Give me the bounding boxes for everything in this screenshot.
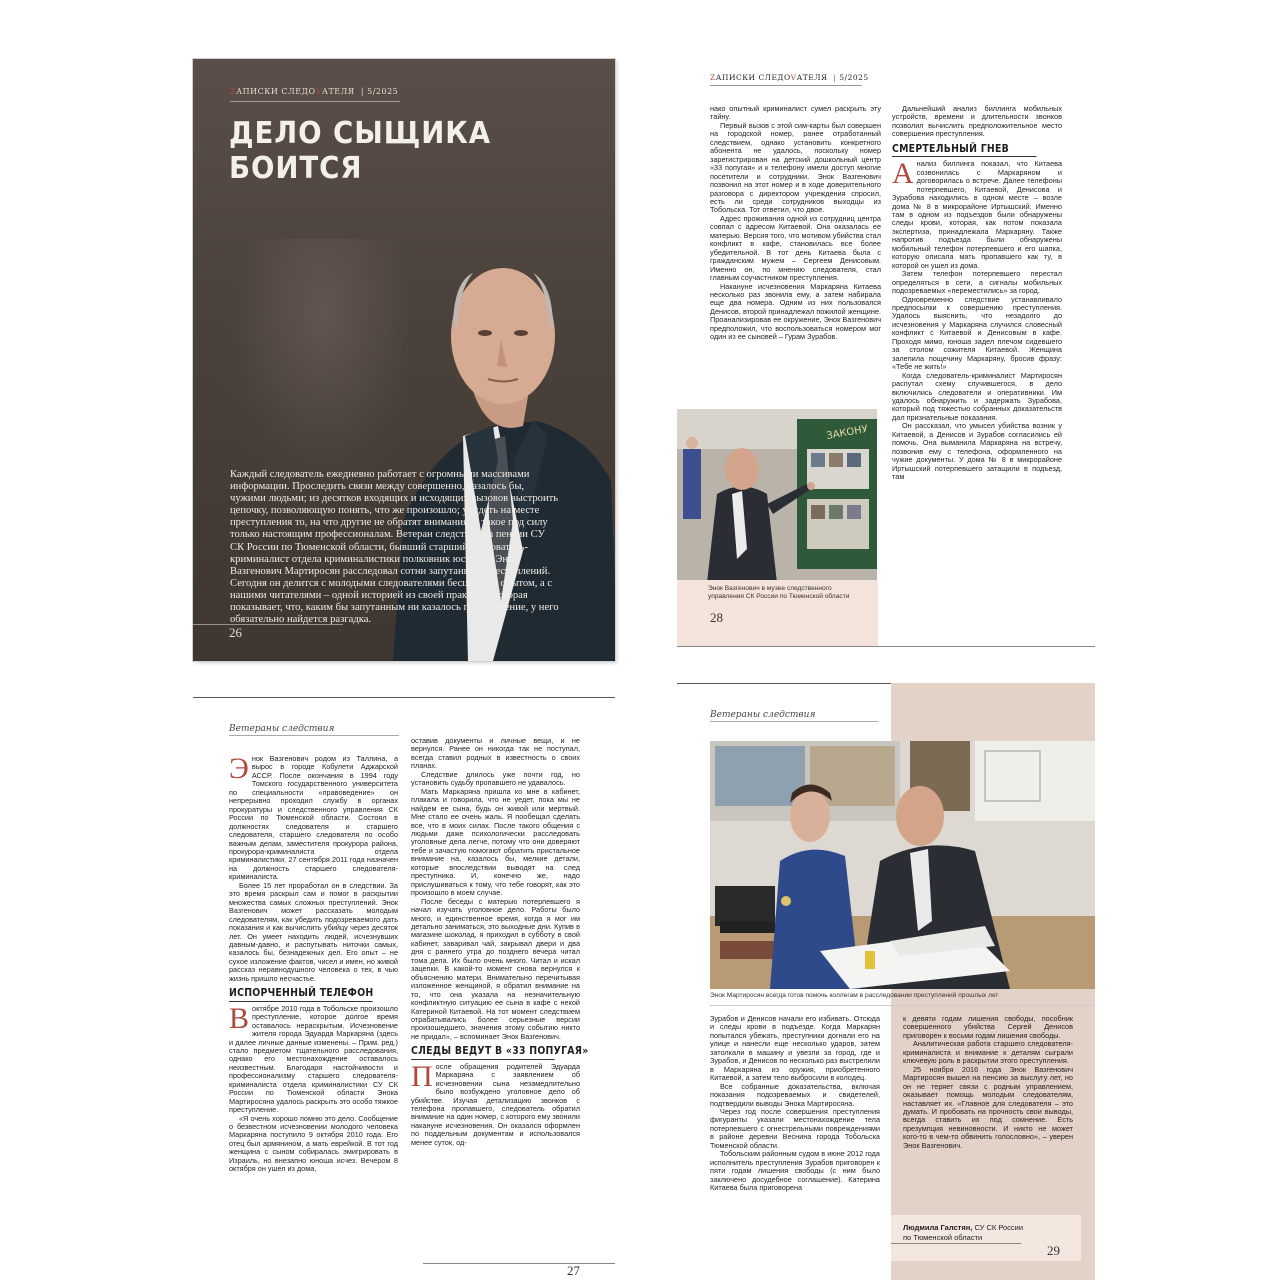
page-number-rule (891, 1243, 1021, 1244)
text-column-2: Дальнейший анализ биллинга мобильных устройств, времени и длительности звонков позволил вычислить предположительное место совершения преступления. СМЕРТЕЛЬНЫЙ ГНЕВ Анализ биллинга показал, что Китаева созвонилась с Маркаряном и договорилась о встрече. Далее телефоны потерпевшего, Китаевой, Денисова и Зурабова находились в одном месте – возле дома № 8 в микрорайоне Иртышский. Именно там в одном из подъездов были обнаружены следы крови, которая, как потом показала экспертиза, принадлежала Маркаряну. Также напротив подъезда были обнаружены мобильный телефон потерпевшего и его шапка, которую описала мать пропавшего как ту, в которой он ушел из дома. Затем телефон потерпевшего перестал определяться в сети, а сигналы мобильных подозреваемых «переместились» за город. Одновременно следствие устанавливало предпосылки к совершению преступления. Удалось выяснить, что незадолго до исчезновения у Маркаряна случился словесный конфликт с Китаевой и Денисовым в кафе. Проходя мимо, юноша задел плечом сидевшего за столом сожителя Китаевой. Женщина залепила пощечину Маркаряну, бросив фразу: «Тебе не жить!» Когда следователь-криминалист Мартиросян распутал схему случившегося, в дело включились следователи и оперативники. Им удалось обнаружить и задержать Зурабова, который под тяжестью собранных доказательств дал признательные показания. Он рассказал, что умысел убийства возник у Китаевой, а Денисов и Зурабов согласились ей помочь. Она выманила Маркаряна на встречу, позвонив ему с телефона, оформленного на чужие документы. У дома № 8 в микрорайоне Иртышский потерпевшего затащили в подъезд, там (892, 104, 1062, 482)
text-column-2: оставив документы и личные вещи, и не вернулся. Ранее он никогда так не поступал, всегда ставил родных в известность о своих планах. Следствие длилось уже почти год, но установить судьбу пропавшего не удавалось. Мать Маркаряна пришла ко мне в кабинет, плакала и говорила, что не уедет, пока мы не найдем ее сына, будь он живой или мертвый. Мне стало ее очень жаль. Я пообещал сделать все, что в моих силах. После такого общения с людьми даже психологически расследовать уголовные дела легче, потому что они доверяют тебе и зачастую помогают обратить пристальное внимание на, казалось бы, мелкие детали, которые впоследствии выводят на след преступника. И, конечно же, надо прислушиваться к тому, что тебе говорят, как это произошло в моем случае. После беседы с матерью потерпевшего я начал изучать уголовное дело. Работы было много, и единственное время, когда я мог им детально заниматься, это выходные дни. Купив в магазине шоколад, я приходил в субботу в свой кабинет, заваривал чай, закрывал двери и два дня с раннего утра до позднего вечера читал тома дела. Их было очень много. Читал и искал зацепки. В какой-то момент снова вернулся к объяснению матери. Внимательно перечитывая изложенное женщиной, я обратил внимание на то, что она указала на незначительную конфликтную ситуацию ее сына в кафе с некой Катериной Китаевой. На тот момент следствием отрабатывались более серьезные версии произошедшего, значения этому событию никто не придал», – вспоминает Энок Вазгенович. СЛЕДЫ ВЕДУТ В «33 ПОПУГАЯ» После обращения родителей Эдуарда Маркаряна с заявлением об исчезновении сына незамедлительно было возбуждено уголовное дело об убийстве. Изучая детализацию звонков с телефона пропавшего, следователь обратил внимание на один номер, с которого ему звонили накануне исчезновения. Он оказался оформлен по поддельным документам и использовался менее суток, од- (411, 736, 589, 1147)
drop-cap: А (892, 157, 914, 191)
photo-caption: Энок Мартиросян всегда готов помочь коллегам в расследовании преступлений прошлых лет (710, 992, 999, 999)
page-top-rule (677, 683, 891, 684)
author-credit: Людмила Галстян, СУ СК России по Тюменской области (903, 1223, 1024, 1242)
subheading: СМЕРТЕЛЬНЫЙ ГНЕВ (892, 145, 1037, 157)
page-number: 29 (1047, 1243, 1060, 1258)
text-column-2: к девяти годам лишения свободы, пособник совершенного убийства Сергей Денисов приговорен к восьми годам лишения свободы. Аналитическая работа старшего следователя-криминалиста и внимание к деталям сыграли ключевую роль в раскрытии этого преступления. 25 ноября 2016 года Энок Вазгенович Мартиросян вышел на пенсию за выслугу лет, но он не теряет связи с родным управлением, оказывает помощь молодым следователям, наставляет их. «Главное для следователя – это думать. И пробовать на прочность свои выводы, всегда ставить их под сомнение. Есть презумпция невиновности. И никто не может кого-то в чем-то обвинить голословно», – уверен Энок Вазгенович. (903, 1014, 1073, 1150)
page-28 (677, 59, 1095, 647)
page-number-rule (423, 1263, 615, 1264)
page-29 (677, 683, 1095, 1280)
subheading: СЛЕДЫ ВЕДУТ В «33 ПОПУГАЯ» (411, 1047, 555, 1059)
article-title: ДЕЛО СЫЩИКА БОИТСЯ (229, 116, 492, 186)
article-lede: Каждый следователь ежедневно работает с огромными массивами информации. Проследить связи между совершенно, казалось бы, чужими людьми; из десятков входящих и исходящих вызовов выстроить цепочку, позволяющую понять, что же произошло; увидеть на месте преступления то, на что другие не обратят внимания, – такое под силу только настоящим профессионалам. Ветеран следствия на пенсии СУ СК России по Тюменской области, бывший старший следователь-криминалист отдела криминалистики полковник юстиции Энок Вазгенович Мартиросян расследовал сотни запутанных преступлений. Сегодня он делится с молодыми следователями бесценным опытом, а с нашими читателями – одной историей из своей практики, которая показывает, что, каким бы запутанным ни казалось преступление, у него обязательно найдется разгадка. (230, 469, 559, 626)
drop-cap: Э (229, 752, 249, 785)
text-column-1: Энок Вазгенович родом из Таллина, а вырос в городе Кобулети Аджарской АССР. После окончания в 1994 году Томского государственного университета по специальности «правоведение» он непрерывно проходил службу в органах прокуратуры и следственного управления СК России по Тюменской области. Состоял в должностях следователя и старшего следователя, старшего следователя по особо важным делам, заместителя прокурора района, прокурора-криминалиста отдела криминалистики. 27 сентября 2011 года назначен на должность старшего следователя-криминалиста. Более 15 лет проработал он в следствии. За это время раскрыл сам и помог в раскрытии множества самых сложных преступлений. Энок Вазгенович может рассказать молодым следователям, как убедить подозреваемого дать показания и как вычислить убийцу через десяток лет. Он умеет находить людей, исчезнувших давным-давно, и распутывать ниточки самых, казалось бы, безнадежных дел. Его опыт – не сухое изложение фактов, чисел и имен, но живой рассказ неравнодушного человека о тех, в чью жизнь пришло несчастье. ИСПОРЧЕННЫЙ ТЕЛЕФОН Воктябре 2010 года в Тобольске произошло преступление, которое долгое время оставалось нераскрытым. Исчезновение жителя города Эдуарда Маркаряна (здесь и далее личные данные изменены. – Прим. ред.) стало предметом тщательного расследования, однако его местонахождение оставалось неизвестным. Благодаря настойчивости и профессионализму старшего следователя-криминалиста отдела криминалистики СУ СК России по Тюменской области Энока Мартиросяна удалось раскрыть это особо тяжкое преступление. «Я очень хорошо помню это дело. Сообщение о безвестном исчезновении молодого человека Маркаряна поступило 9 октября 2010 года. Его отец был армянином, а мать еврейкой. В тот год женщина с сыном собиралась эмигрировать в Израиль, но внезапно юноша исчез. Вечером 8 октября он ушел из дома, (229, 752, 398, 1174)
page-top-rule (193, 697, 615, 698)
office-photo (710, 741, 1095, 989)
header-rule (230, 101, 400, 102)
museum-photo (677, 409, 877, 583)
page-27 (193, 697, 615, 1280)
caption-rule (710, 1005, 1095, 1006)
page-number: 28 (710, 610, 723, 625)
photo-caption: Энок Вазгенович в музее следственного управления СК России по Тюменской области (708, 585, 850, 600)
subheading: ИСПОРЧЕННЫЙ ТЕЛЕФОН (229, 989, 373, 1001)
page-26 (193, 59, 615, 661)
drop-cap: В (229, 1001, 250, 1035)
page-bottom-rule (677, 646, 1095, 647)
svg-text:ЗАКОНУ: ЗАКОНУ (825, 423, 869, 442)
text-column-1: Зурабов и Денисов начали его избивать. Отсюда и следы крови в подъезде. Когда Маркарян попытался убежать, преступники догнали его на улице и нанесли еще несколько ударов, затем затолкали в машину и увезли за город, где и Зурабов, и Денисов по несколько раз выстрелили в Маркаряна из оружия, приобретенного Китаевой, а затем тело выбросили в колодец. Все собранные доказательства, включая показания подозреваемых и свидетелей, подтвердили выводы Энока Мартиросяна. Через год после совершения преступления фигуранты указали местонахождение тела потерпевшего с огнестрельными повреждениями в районе деревни Веснина города Тобольска Тюменской области. Тобольским районным судом в июне 2012 года исполнитель преступления Зурабов приговорен к пяти годам лишения свободы (с ним было заключено досудебное соглашение). Катерина Китаева была приговорена (710, 1014, 880, 1193)
text-column-1: нако опытный криминалист сумел раскрыть эту тайну. Первый вызов с этой сим-карты был совершен на городской номер, ранее отработанный следствием, однако установить конкретного абонента не удалось, поскольку номер зарегистрирован на детский дошкольный центр «33 попугая» и к телефону имели доступ многие посетители и сотрудники. Энок Вазгенович позвонил на этот номер и в ходе доверительного разговора с директором учреждения спросил, есть ли среди сотрудников выходцы из Тобольска. Тот ответил, что двое. Адрес проживания одной из сотрудниц центра совпал с адресом Китаевой. Она оказалась ее матерью. Версия того, что мотивом убийства стал конфликт в кафе, становилась все более убедительной. В тот день Китаева была с гражданским мужем – Сергеем Денисовым. Именно он, по мнению следователя, стал главным соучастником преступления. Накануне исчезновения Маркаряна Китаева несколько раз звонила ему, а затем набирала еще два номера. Одним из них пользовался Денисов, второй принадлежал пожилой женщине. Проанализировав ее окружение, Энок Вазгенович предположил, что воспользоваться номером мог один из ее сыновей – Гурам Зурабов. (710, 104, 881, 342)
page-number: 27 (567, 1263, 580, 1278)
magazine-header: ZАПИСКИ СЛЕДОVАТЕЛЯ | 5/2025 (230, 87, 399, 96)
section-rule (229, 735, 399, 736)
section-title: Ветераны следствия (710, 710, 816, 720)
magazine-header: ZАПИСКИ СЛЕДОVАТЕЛЯ | 5/2025 (710, 73, 869, 82)
section-rule (710, 721, 878, 722)
page-number-rule (193, 624, 343, 625)
header-rule (710, 85, 862, 86)
section-title: Ветераны следствия (229, 724, 335, 734)
drop-cap: П (411, 1059, 433, 1093)
page-number: 26 (229, 625, 242, 640)
